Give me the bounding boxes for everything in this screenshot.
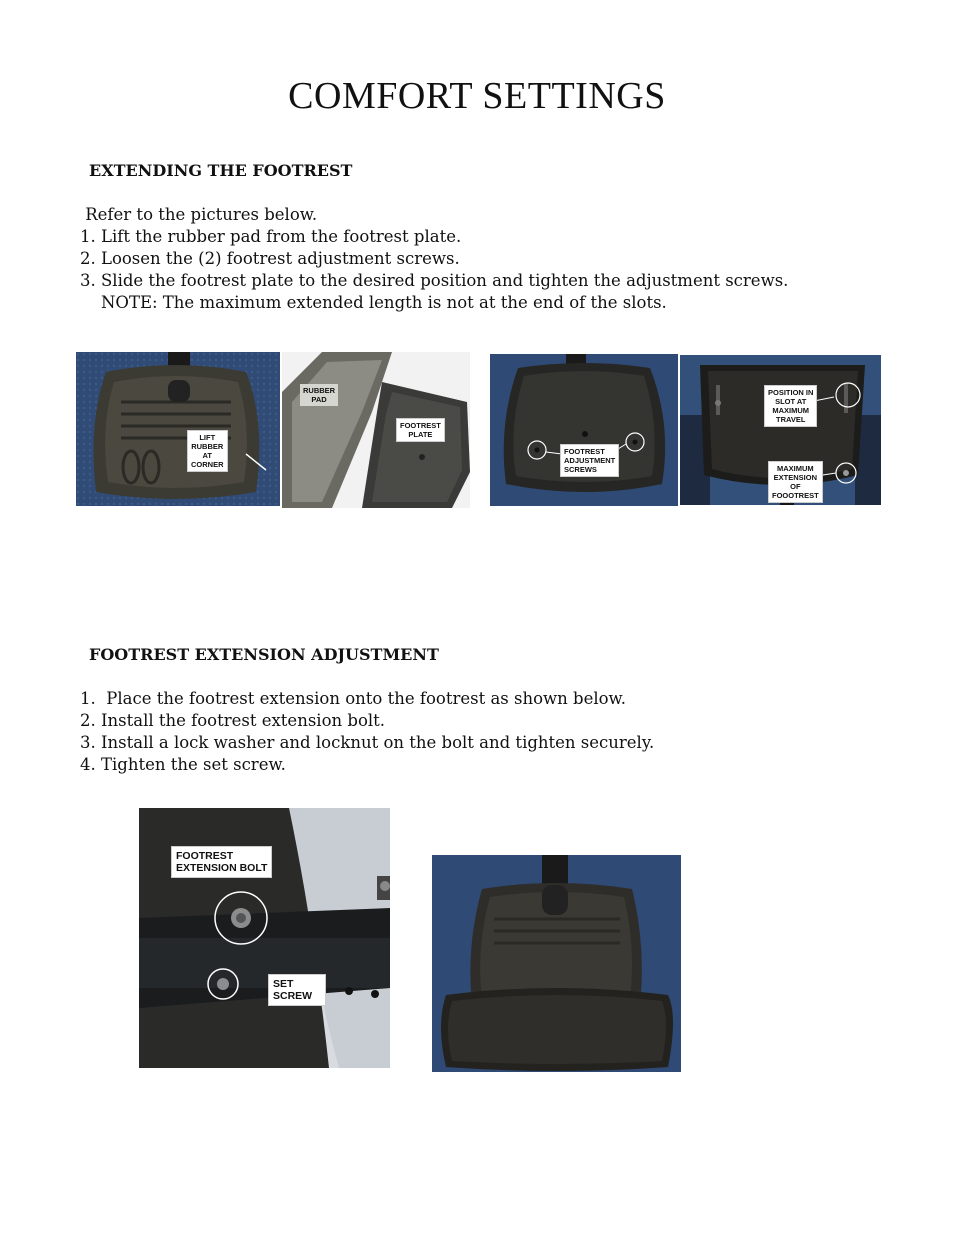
footrest-lift-rubber-photo <box>76 352 280 506</box>
ext-step-1: 1. Place the footrest extension onto the footrest as shown below. <box>80 689 626 708</box>
rubber-pad-photo <box>282 352 470 508</box>
slot-position-photo <box>680 355 881 505</box>
label-maximum-extension: MAXIMUM EXTENSION OF FOOOTREST <box>768 461 823 503</box>
label-set-screw: SET SCREW <box>268 974 326 1006</box>
label-lift-rubber: LIFT RUBBER AT CORNER <box>187 430 228 472</box>
label-extension-bolt: FOOTREST EXTENSION BOLT <box>171 846 272 878</box>
page-title: COMFORT SETTINGS <box>288 75 666 117</box>
ext-step-2: 2. Install the footrest extension bolt. <box>80 711 386 730</box>
section-heading-extending: EXTENDING THE FOOTREST <box>89 161 353 180</box>
label-position-in-slot: POSITION IN SLOT AT MAXIMUM TRAVEL <box>764 385 817 427</box>
footrest-extension-photo <box>432 855 681 1072</box>
ext-step-3: 3. Install a lock washer and locknut on the bolt and tighten securely. <box>80 733 655 752</box>
extension-bolt-photo <box>139 808 390 1068</box>
section-heading-extension-adjustment: FOOTREST EXTENSION ADJUSTMENT <box>89 645 439 664</box>
step-2: 2. Loosen the (2) footrest adjustment screws. <box>80 249 460 268</box>
label-footrest-plate: FOOTREST PLATE <box>396 418 445 442</box>
label-rubber-pad: RUBBER PAD <box>300 384 338 406</box>
intro-text: Refer to the pictures below. <box>80 205 318 224</box>
ext-step-4: 4. Tighten the set screw. <box>80 755 286 774</box>
note-text: NOTE: The maximum extended length is not at the end of the slots. <box>80 293 667 312</box>
step-1: 1. Lift the rubber pad from the footrest plate. <box>80 227 462 246</box>
step-3: 3. Slide the footrest plate to the desired position and tighten the adjustment screws. <box>80 271 789 290</box>
adjustment-screws-photo <box>490 354 678 506</box>
label-adjustment-screws: FOOTREST ADJUSTMENT SCREWS <box>560 444 619 477</box>
